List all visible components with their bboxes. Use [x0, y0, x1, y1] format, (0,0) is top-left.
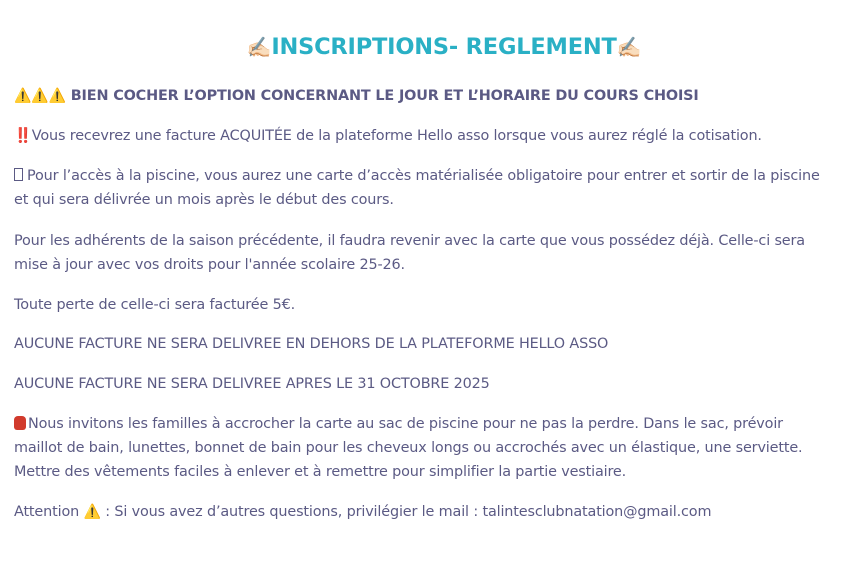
contact-paragraph	[14, 500, 832, 524]
pool-card-paragraph	[14, 164, 832, 212]
page-title	[14, 34, 834, 60]
contact-text: : Si vous avez d’autres questions, privilégier le mail :	[105, 504, 483, 520]
writing-hand-icon: ✍🏻	[616, 35, 642, 59]
contact-prefix: Attention	[14, 504, 80, 520]
warning-icon: ⚠️	[83, 504, 101, 520]
no-invoice-outside-paragraph: AUCUNE FACTURE NE SERA DELIVREE EN DEHORS DE LA PLATEFORME HELLO ASSO	[14, 336, 609, 352]
no-invoice-after-paragraph: AUCUNE FACTURE NE SERA DELIVREE APRES LE 31 OCTOBRE 2025	[14, 376, 490, 392]
contact-email-link[interactable]: talintesclubnatation@gmail.com	[482, 504, 712, 520]
warning-icon: ⚠️⚠️⚠️	[14, 88, 66, 104]
option-notice	[14, 84, 832, 108]
writing-hand-icon: ✍🏻	[246, 35, 272, 59]
lost-card-paragraph: Toute perte de celle-ci sera facturée 5€.	[14, 297, 296, 313]
returning-members-paragraph: Pour les adhérents de la saison précédente, il faudra revenir avec la carte que vous possédez déjà. Celle-ci sera mise à jour avec vos droits pour l'année scolaire 25-26.	[14, 233, 805, 273]
invoice-notice	[14, 124, 832, 148]
missing-glyph-icon	[14, 168, 23, 181]
bag-advice-text: Nous invitons les familles à accrocher la carte au sac de piscine pour ne pas la perdre. Dans le sac, prévoir maillot de bain, lunettes, bonnet de bain pour les cheveux longs ou accrochés avec un élastique, une serviette. Mettre des vêtements faciles à enlever et à remettre pour simplifier la partie vestiaire.	[14, 416, 803, 480]
invoice-notice-text: Vous recevrez une facture ACQUITÉE de la plateforme Hello asso lorsque vous aurez réglé la cotisation.	[31, 128, 762, 144]
pool-card-text: Pour l’accès à la piscine, vous aurez une carte d’accès matérialisée obligatoire pour entrer et sortir de la piscine et qui sera délivrée un mois après le début des cours.	[14, 168, 820, 208]
bag-advice-paragraph	[14, 412, 832, 484]
option-notice-text: BIEN COCHER L’OPTION CONCERNANT LE JOUR ET L’HORAIRE DU COURS CHOISI	[70, 88, 699, 104]
double-exclamation-icon: ‼️	[14, 128, 32, 144]
page-title-text: INSCRIPTIONS- REGLEMENT	[271, 34, 617, 60]
backpack-icon	[14, 416, 26, 430]
